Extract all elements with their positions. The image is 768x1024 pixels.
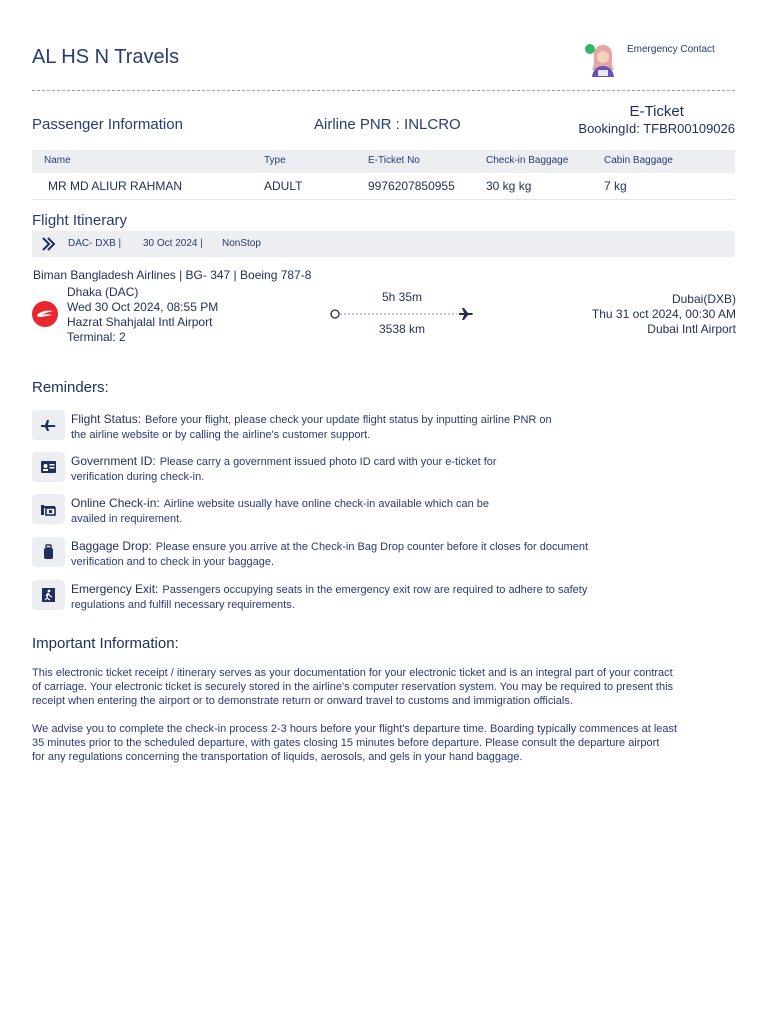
booking-value: TFBR00109026 <box>643 121 735 136</box>
arrival-datetime: Thu 31 oct 2024, 00:30 AM <box>591 307 736 321</box>
col-checkin-baggage: Check-in Baggage <box>486 155 569 166</box>
departure-city: Dhaka (DAC) <box>67 285 139 299</box>
departure-terminal: Terminal: 2 <box>67 330 126 344</box>
reminder-head: Baggage Drop: <box>71 539 152 553</box>
reminder-text: Passengers occupying seats in the emergency exit row are required to adhere to safety <box>162 584 588 596</box>
airline-info: Biman Bangladesh Airlines | BG- 347 | Boeing 787-8 <box>33 268 312 282</box>
reminder-head: Government ID: <box>71 454 156 468</box>
route-graphic <box>329 286 475 338</box>
pnr-value: INLCRO <box>404 116 461 133</box>
reminder-text: the airline website or by calling the airline's customer support. <box>71 429 371 441</box>
reminder-text: verification during check-in. <box>71 471 205 483</box>
passenger-type: ADULT <box>264 179 303 193</box>
reminders-title: Reminders: <box>32 379 109 396</box>
itinerary-bar <box>32 231 735 257</box>
paragraph-line: This electronic ticket receipt / itinerary serves as your documentation for your electronic ticket and is an integral part of your contract <box>32 667 673 679</box>
arrival-city: Dubai(DXB) <box>671 292 736 306</box>
flight-duration: 5h 35m <box>381 290 423 304</box>
paragraph-line: for any regulations concerning the transportation of liquids, aerosols, and gels in your hand baggage. <box>32 751 523 763</box>
airline-logo <box>32 301 58 327</box>
departure-info <box>67 285 218 345</box>
emergency-contact-label: Emergency Contact <box>627 44 715 55</box>
emergency-exit-icon <box>40 587 57 603</box>
col-cabin-baggage: Cabin Baggage <box>604 155 673 166</box>
departure-airport: Hazrat Shahjalal Intl Airport <box>67 315 213 329</box>
reminder-text: Airline website usually have online check-in available which can be <box>163 498 490 510</box>
arrival-info <box>592 292 736 337</box>
reminder-text: Before your flight, please check your update flight status by inputting airline PNR on <box>145 414 552 426</box>
paragraph-line: receipt when entering the airport or to demonstrate return or onward travel to customs and immigration officials. <box>32 695 573 707</box>
airline-pnr <box>314 116 461 133</box>
booking-label: BookingId: <box>578 121 644 136</box>
reminder-text: regulations and fulfill necessary requirements. <box>71 599 295 611</box>
booking-id <box>578 121 735 136</box>
col-name: Name <box>44 155 71 166</box>
reminder-text: verification and to check in your baggage. <box>71 556 275 568</box>
important-info-title: Important Information: <box>32 635 179 652</box>
header-divider <box>32 90 735 91</box>
cabin-baggage: 7 kg <box>604 179 627 193</box>
arrival-airport: Dubai Intl Airport <box>647 322 736 336</box>
table-row <box>32 173 735 200</box>
important-paragraph-1 <box>32 666 737 708</box>
reminder-head: Flight Status: <box>71 412 142 426</box>
itinerary-date: 30 Oct 2024 | <box>143 238 203 249</box>
brand-title: AL HS N Travels <box>32 46 180 68</box>
double-chevron-right-icon <box>41 236 57 252</box>
support-agent-icon <box>583 40 621 78</box>
col-eticket: E-Ticket No <box>368 155 420 166</box>
airplane-icon <box>458 306 474 322</box>
luggage-icon <box>40 544 57 560</box>
passenger-name: MR MD ALIUR RAHMAN <box>48 179 183 193</box>
reminder-text: availed in requirement. <box>71 513 183 525</box>
paragraph-line: 35 minutes prior to the scheduled departure, with gates closing 15 minutes before departure. Please consult the departure airport <box>32 737 660 749</box>
checkin-baggage: 30 kg kg <box>486 179 532 193</box>
reminder-head: Online Check-in: <box>71 496 160 510</box>
reminder-text: Please carry a government issued photo ID card with your e-ticket for <box>159 456 497 468</box>
id-card-icon <box>40 459 57 475</box>
important-paragraph-2 <box>32 722 737 764</box>
biman-stork-icon <box>32 301 58 327</box>
reminder-head: Emergency Exit: <box>71 582 159 596</box>
flight-distance: 3538 km <box>378 322 426 336</box>
checkin-icon <box>40 501 57 517</box>
emergency-contact[interactable] <box>583 40 733 80</box>
airplane-icon <box>40 417 57 433</box>
passenger-table-header <box>32 150 735 173</box>
departure-datetime: Wed 30 Oct 2024, 08:55 PM <box>67 300 219 314</box>
itinerary-title: Flight Itinerary <box>32 212 128 229</box>
col-type: Type <box>264 155 286 166</box>
route-line <box>329 306 475 322</box>
eticket-number: 9976207850955 <box>368 179 455 193</box>
eticket-title: E-Ticket <box>629 103 684 120</box>
paragraph-line: We advise you to complete the check-in process 2-3 hours before your flight's departure time. Boarding typically commences at least <box>32 723 678 735</box>
eticket-box <box>578 103 735 136</box>
itinerary-route: DAC- DXB | <box>68 238 122 249</box>
reminder-text: Please ensure you arrive at the Check-in Bag Drop counter before it closes for document <box>155 541 589 553</box>
pnr-label: Airline PNR : <box>314 116 405 133</box>
paragraph-line: of carriage. Your electronic ticket is securely stored in the airline's computer reservation system. You may be required to present this <box>32 681 674 693</box>
itinerary-stops: NonStop <box>222 238 261 249</box>
passenger-info-title: Passenger Information <box>32 116 183 133</box>
